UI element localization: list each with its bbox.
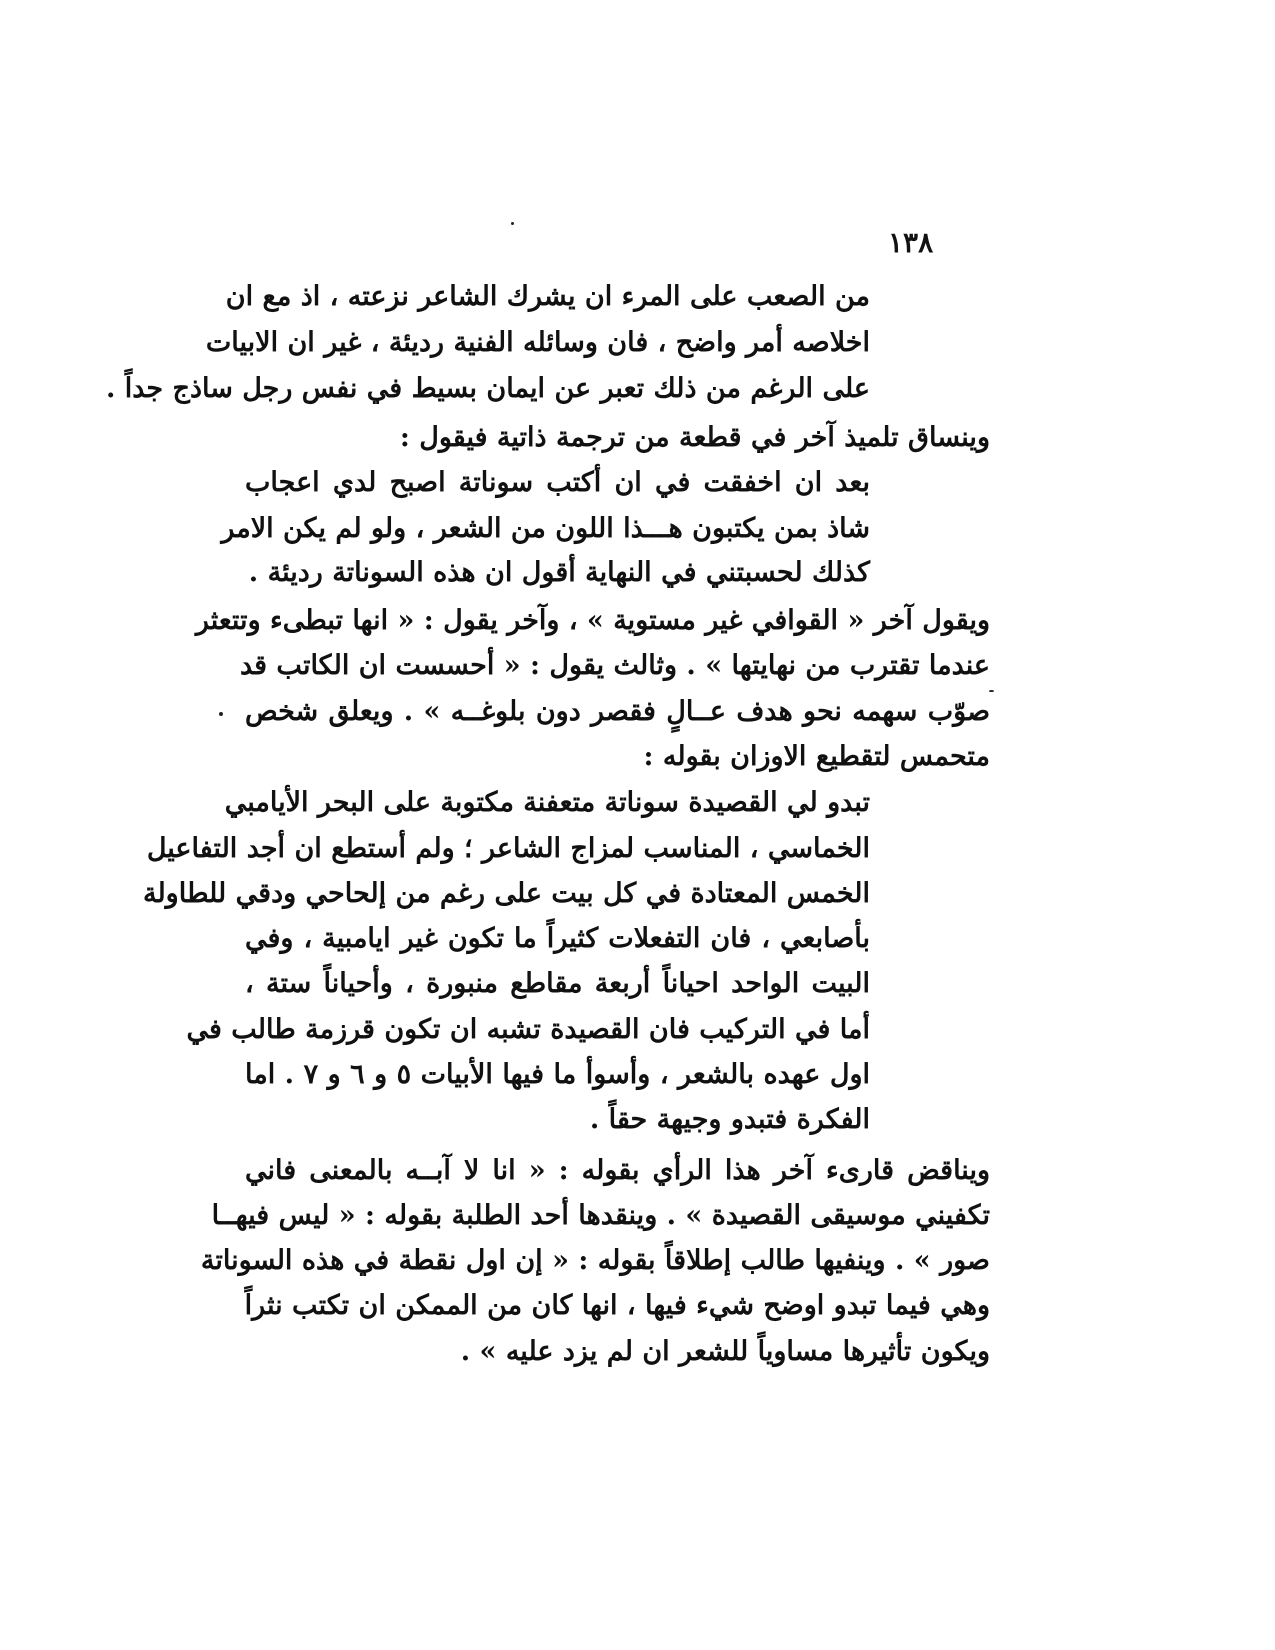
page-number: ١٣٨ — [888, 226, 934, 259]
text-line: شاذ بمن يكتبون هـــذا اللون من الشعر ، ولو لم يكن الامر — [221, 513, 870, 544]
scan-speck — [989, 690, 994, 692]
text-line: وهي فيما تبدو اوضح شيء فيها ، انها كان من الممكن ان تكتب نثراً — [244, 1290, 990, 1321]
text-line: اخلاصه أمر واضح ، فان وسائله الفنية رديئة ، غير ان الابيات — [205, 327, 870, 358]
text-line: وينساق تلميذ آخر في قطعة من ترجمة ذاتية فيقول : — [399, 422, 990, 453]
text-line: متحمس لتقطيع الاوزان بقوله : — [643, 741, 990, 772]
text-line: بأصابعي ، فان التفعلات كثيراً ما تكون غير ايامبية ، وفي — [245, 923, 870, 954]
text-line: عندما تقترب من نهايتها » . وثالث يقول : « أحسست ان الكاتب قد — [239, 650, 990, 681]
text-line: الخماسي ، المناسب لمزاج الشاعر ؛ ولم أستطع ان أجد التفاعيل — [146, 833, 870, 864]
text-line: ويقول آخر « القوافي غير مستوية » ، وآخر يقول : « انها تبطىء وتتعثر — [195, 605, 990, 636]
scan-speck — [219, 712, 223, 716]
text-line: بعد ان اخفقت في ان أكتب سوناتة اصبح لدي اعجاب — [245, 467, 870, 498]
text-line: تكفيني موسيقى القصيدة » . وينقدها أحد الطلبة بقوله : « ليس فيهــا — [211, 1200, 990, 1231]
text-line: تبدو لي القصيدة سوناتة متعفنة مكتوبة على البحر الأيامبي — [224, 787, 870, 818]
text-line: ويكون تأثيرها مساوياً للشعر ان لم يزد عليه » . — [460, 1336, 990, 1367]
text-line: البيت الواحد احياناً أربعة مقاطع منبورة ، وأحياناً ستة ، — [245, 968, 870, 999]
text-line: صور » . وينفيها طالب إطلاقاً بقوله : « إن اول نقطة في هذه السوناتة — [200, 1245, 990, 1276]
text-line: من الصعب على المرء ان يشرك الشاعر نزعته ، اذ مع ان — [225, 281, 870, 312]
text-line: الفكرة فتبدو وجيهة حقاً . — [589, 1104, 870, 1135]
text-line: اول عهده بالشعر ، وأسوأ ما فيها الأبيات ٥ و ٦ و ٧ . اما — [245, 1059, 871, 1090]
text-line: كذلك لحسبتني في النهاية أقول ان هذه السوناتة رديئة . — [248, 557, 870, 588]
scan-speck — [511, 222, 514, 225]
text-line: أما في التركيب فان القصيدة تشبه ان تكون قرزمة طالب في — [186, 1014, 870, 1045]
text-line: ويناقض قارىء آخر هذا الرأي بقوله : « انا لا آبــه بالمعنى فاني — [245, 1155, 990, 1186]
text-line: الخمس المعتادة في كل بيت على رغم من إلحاحي ودقي للطاولة — [142, 878, 870, 909]
text-line: على الرغم من ذلك تعبر عن ايمان بسيط في نفس رجل ساذج جداً . — [105, 373, 870, 404]
text-line: صوّب سهمه نحو هدف عــالٍ فقصر دون بلوغــه » . ويعلق شخص — [245, 696, 990, 727]
